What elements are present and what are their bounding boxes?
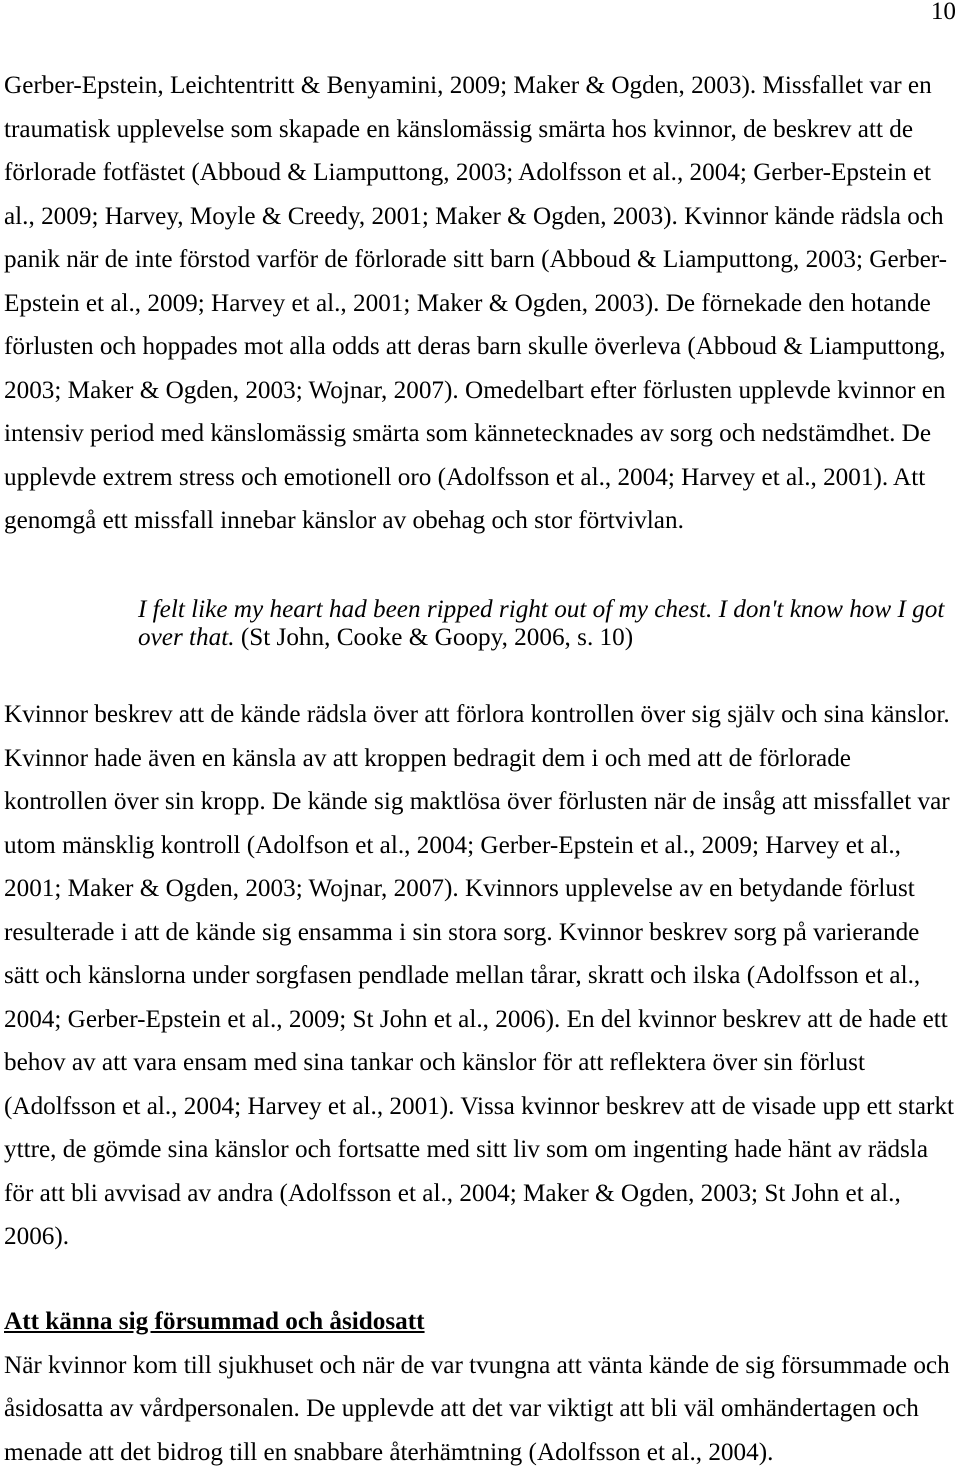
text-line: resulterade i att de kände sig ensamma i sin stora sorg. Kvinnor beskrev sorg på varierande	[4, 918, 920, 946]
text-line: menade att det bidrog till en snabbare återhämtning (Adolfsson et al., 2004).	[4, 1438, 774, 1466]
text-line: förlorade fotfästet (Abboud & Liamputtong, 2003; Adolfsson et al., 2004; Gerber-Epstein et	[4, 159, 932, 186]
quote-line	[138, 624, 956, 652]
text-line: förlusten och hoppades mot alla odds att deras barn skulle överleva (Abboud & Liamputtong,	[4, 333, 946, 360]
text-line: för att bli avvisad av andra (Adolfsson et al., 2004; Maker & Ogden, 2003; St John et al.,	[4, 1179, 901, 1207]
text-line: Epstein et al., 2009; Harvey et al., 2001; Maker & Ogden, 2003). De förnekade den hotande	[4, 289, 931, 317]
text-line: Kvinnor beskrev att de kände rädsla över att förlora kontrollen över sig själv och sina känslor.	[4, 701, 950, 728]
block-quote	[138, 596, 956, 652]
text-line: utom mänsklig kontroll (Adolfson et al., 2004; Gerber-Epstein et al., 2009; Harvey et al.,	[4, 831, 901, 859]
text-line: behov av att vara ensam med sina tankar och känslor för att reflektera över sin förlust	[4, 1049, 865, 1076]
text-line: al., 2009; Harvey, Moyle & Creedy, 2001; Maker & Ogden, 2003). Kvinnor kände rädsla och	[4, 202, 944, 230]
quote-line	[138, 596, 956, 624]
page-number: 10	[930, 0, 956, 25]
text-line: När kvinnor kom till sjukhuset och när de var tvungna att vänta kände de sig försummade och	[4, 1351, 950, 1379]
text-line: 2003; Maker & Ogden, 2003; Wojnar, 2007). Omedelbart efter förlusten upplevde kvinnor en	[4, 376, 946, 404]
text-line: panik när de inte förstod varför de förlorade sitt barn (Abboud & Liamputtong, 2003; Gerber-	[4, 246, 948, 273]
text-line: upplevde extrem stress och emotionell oro (Adolfsson et al., 2004; Harvey et al., 2001). Att	[4, 463, 926, 491]
text-line: yttre, de gömde sina känslor och fortsatte med sitt liv som om ingenting hade hänt av rädsla	[4, 1136, 929, 1163]
quote-citation: (St John, Cooke & Goopy, 2006, s. 10)	[240, 624, 634, 651]
body-paragraph	[4, 72, 956, 535]
section	[4, 1308, 956, 1467]
quote-text: over that.	[138, 624, 235, 651]
text-line: traumatisk upplevelse som skapade en känslomässig smärta hos kvinnor, de beskrev att de	[4, 115, 914, 143]
quote-text: I felt like my heart had been ripped right out of my chest. I don't know how I got	[138, 596, 945, 623]
text-line: Kvinnor hade även en känsla av att kroppen bedragit dem i och med att de förlorade	[4, 744, 851, 772]
text-line: 2001; Maker & Ogden, 2003; Wojnar, 2007). Kvinnors upplevelse av en betydande förlust	[4, 875, 915, 902]
text-line: åsidosatta av vårdpersonalen. De upplevde att det var viktigt att bli väl omhändertagen och	[4, 1395, 919, 1422]
text-line: (Adolfsson et al., 2004; Harvey et al., 2001). Vissa kvinnor beskrev att de visade upp ett starkt	[4, 1092, 955, 1120]
text-line: sätt och känslorna under sorgfasen pendlade mellan tårar, skratt och ilska (Adolfsson et al.,	[4, 962, 921, 989]
text-line: kontrollen över sin kropp. De kände sig maktlösa över förlusten när de insåg att missfallet var	[4, 788, 950, 815]
text-line: genomgå ett missfall innebar känslor av obehag och stor förtvivlan.	[4, 507, 684, 534]
text-line: 2006).	[4, 1223, 70, 1250]
section-heading: Att känna sig försummad och åsidosatt	[4, 1308, 425, 1335]
body-paragraph	[4, 701, 956, 1251]
text-line: 2004; Gerber-Epstein et al., 2009; St John et al., 2006). En del kvinnor beskrev att de hade ett	[4, 1005, 948, 1033]
text-line: intensiv period med känslomässig smärta som kännetecknades av sorg och nedstämdhet. De	[4, 420, 932, 447]
text-line: Gerber-Epstein, Leichtentritt & Benyamini, 2009; Maker & Ogden, 2003). Missfallet var en	[4, 72, 932, 99]
